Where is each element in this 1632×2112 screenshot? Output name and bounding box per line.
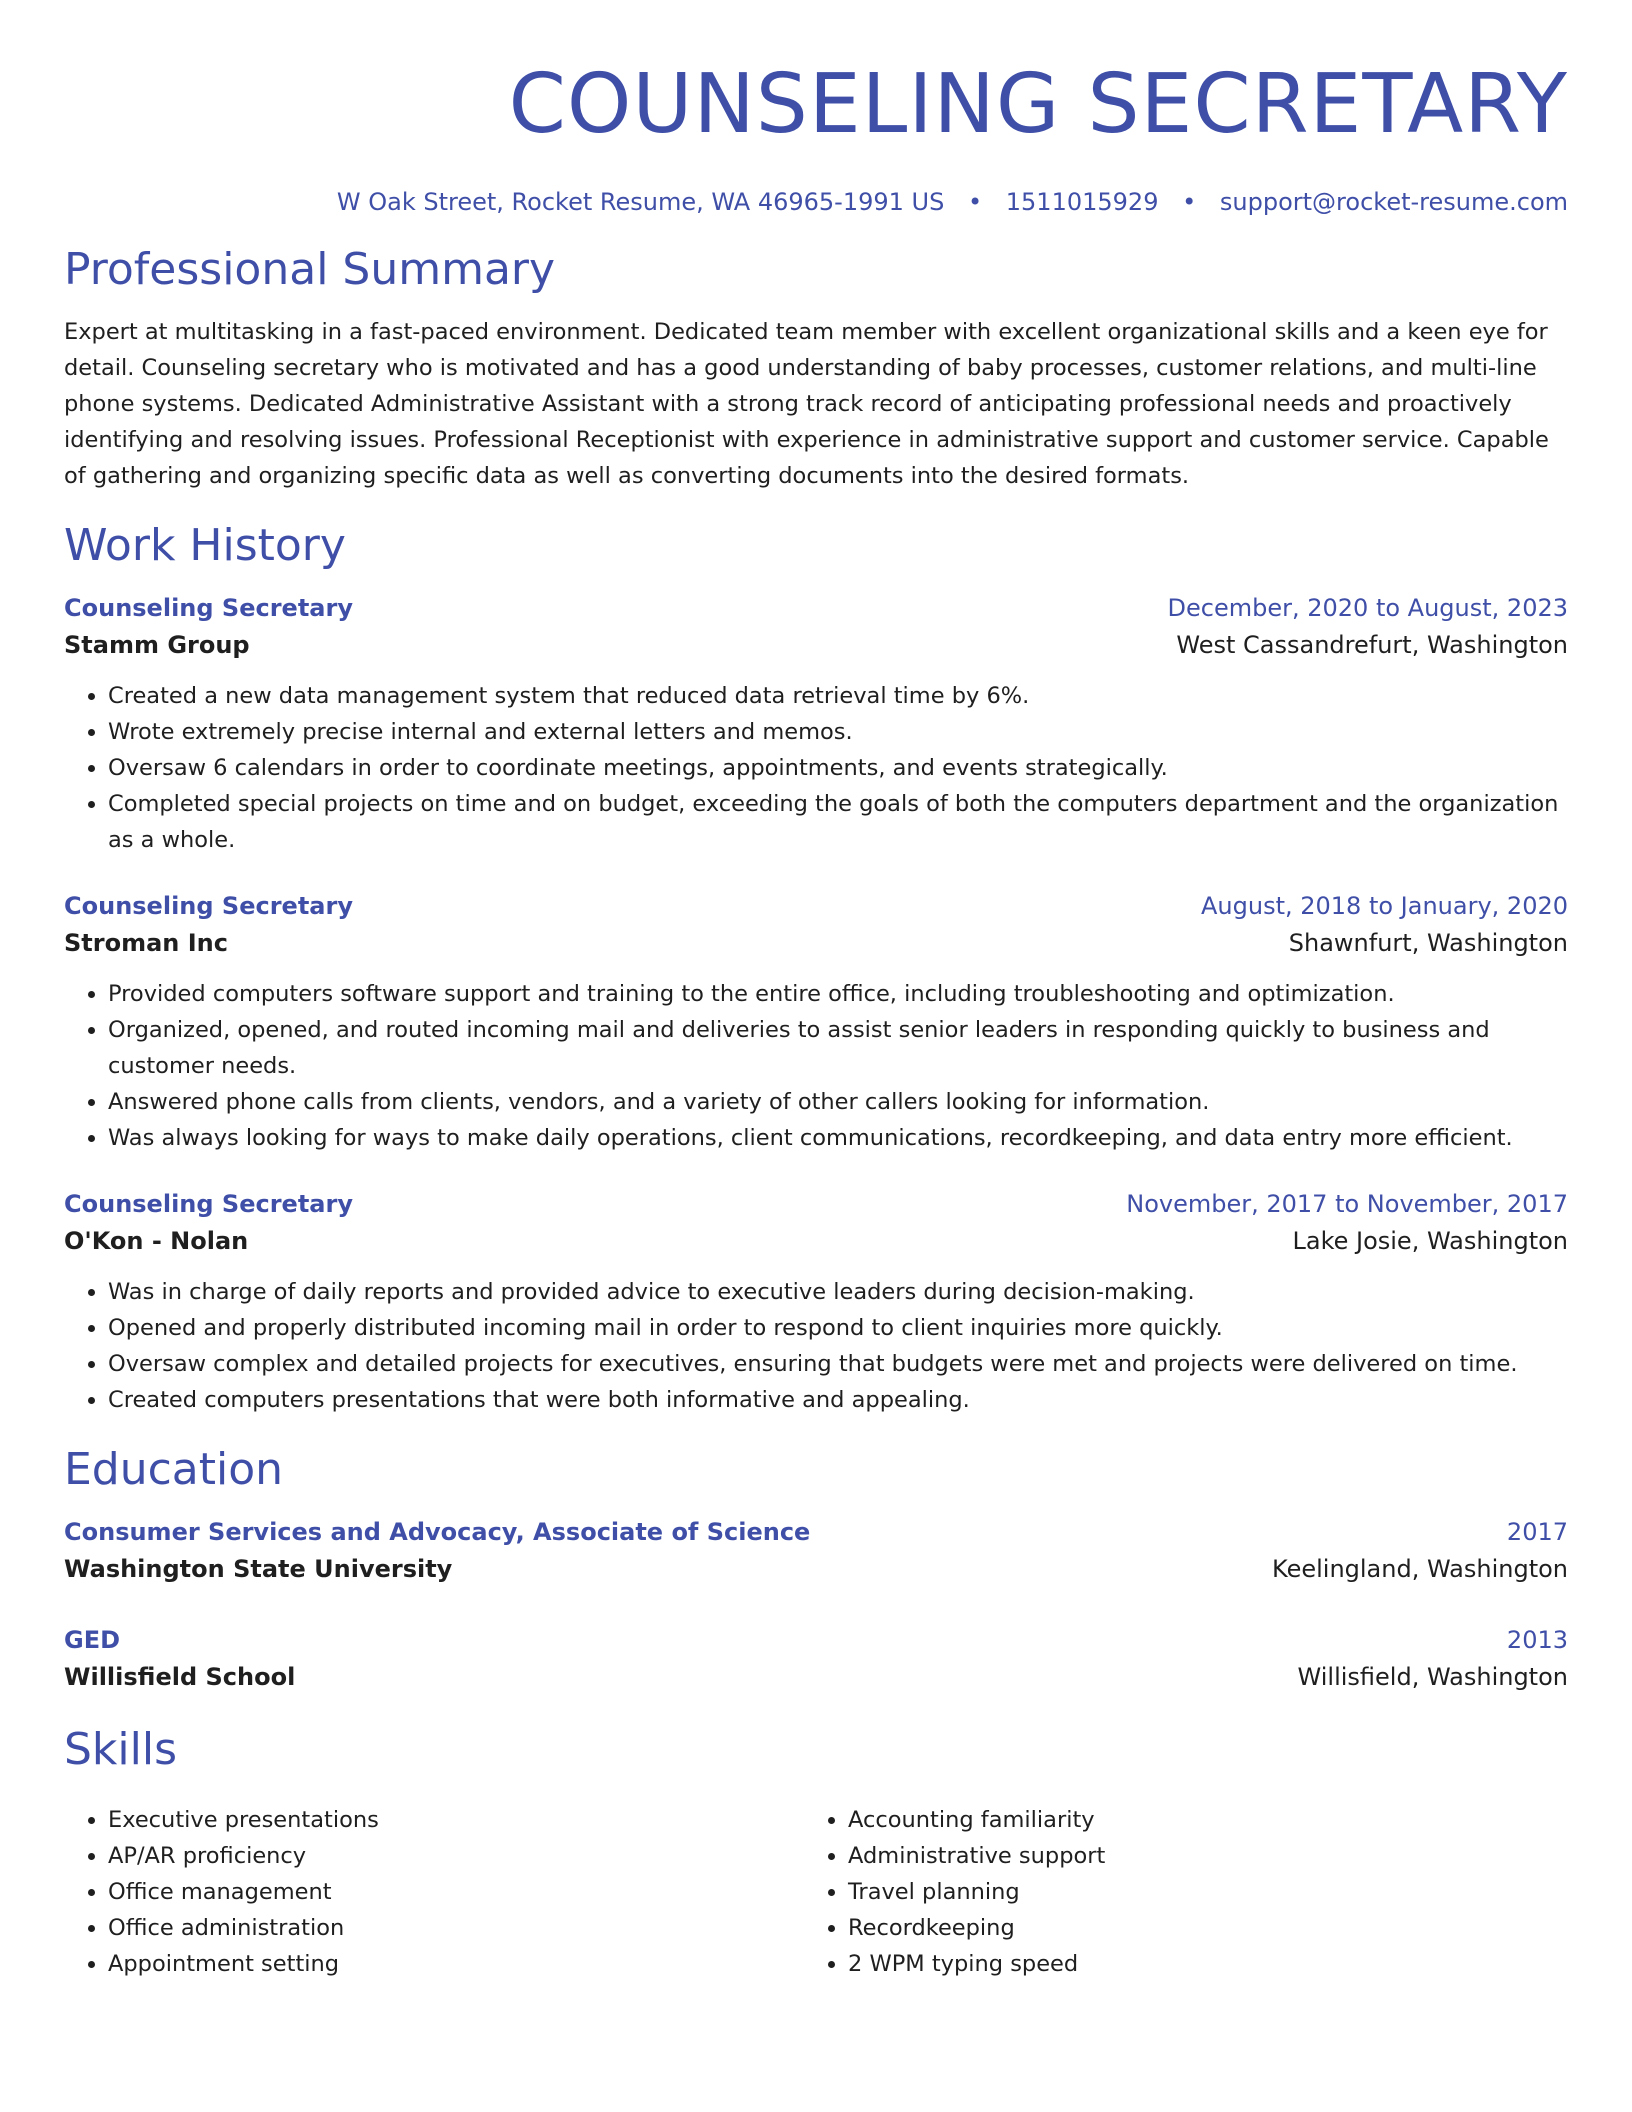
list-item: • Oversaw complex and detailed projects for executives, ensuring that budgets were met and projects were delivered on time. bbox=[108, 1346, 1568, 1382]
list-item: • Created a new data management system that reduced data retrieval time by 6%. bbox=[108, 678, 1568, 714]
skill-item: • Office management bbox=[108, 1874, 804, 1910]
skills-grid bbox=[64, 1802, 1568, 1982]
job-dates: August, 2018 to January, 2020 bbox=[1201, 892, 1568, 920]
section-title-work-history: Work History bbox=[64, 520, 346, 571]
list-item: • Answered phone calls from clients, vendors, and a variety of other callers looking for information. bbox=[108, 1084, 1568, 1120]
summary-section bbox=[64, 242, 1568, 494]
skill-item: • Accounting familiarity bbox=[848, 1802, 1544, 1838]
education-entry bbox=[64, 1622, 1568, 1696]
job-dates: December, 2020 to August, 2023 bbox=[1167, 594, 1568, 622]
job-location: Lake Josie, Washington bbox=[1292, 1227, 1568, 1255]
contact-phone: 1511015929 bbox=[1005, 188, 1159, 216]
contact-separator: • bbox=[967, 188, 983, 216]
job-entry bbox=[64, 1186, 1568, 1418]
job-company: O'Kon - Nolan bbox=[64, 1227, 249, 1255]
skill-item: • Appointment setting bbox=[108, 1946, 804, 1982]
contact-address: W Oak Street, Rocket Resume, WA 46965-1991 US bbox=[336, 188, 945, 216]
education-year: 2013 bbox=[1506, 1626, 1568, 1654]
list-item: • Wrote extremely precise internal and external letters and memos. bbox=[108, 714, 1568, 750]
job-entry bbox=[64, 590, 1568, 858]
job-role: Counseling Secretary bbox=[64, 892, 353, 920]
list-item: • Opened and properly distributed incoming mail in order to respond to client inquiries more quickly. bbox=[108, 1310, 1568, 1346]
skill-item: • 2 WPM typing speed bbox=[848, 1946, 1544, 1982]
job-location: West Cassandrefurt, Washington bbox=[1176, 631, 1568, 659]
job-location: Shawnfurt, Washington bbox=[1288, 929, 1568, 957]
education-entry bbox=[64, 1514, 1568, 1588]
job-role: Counseling Secretary bbox=[64, 594, 353, 622]
skill-item: • Travel planning bbox=[848, 1874, 1544, 1910]
education-school: Willisfield School bbox=[64, 1663, 296, 1691]
education-location: Keelingland, Washington bbox=[1272, 1555, 1568, 1583]
job-entry bbox=[64, 888, 1568, 1156]
section-title-education: Education bbox=[64, 1444, 284, 1495]
skill-item: • Office administration bbox=[108, 1910, 804, 1946]
resume-header bbox=[64, 0, 1568, 220]
skills-column-right bbox=[804, 1802, 1544, 1982]
list-item: • Completed special projects on time and on budget, exceeding the goals of both the computers department and the organization as a whole. bbox=[108, 786, 1568, 858]
contact-separator: • bbox=[1182, 188, 1197, 216]
section-title-summary: Professional Summary bbox=[64, 244, 556, 295]
list-item: • Was in charge of daily reports and provided advice to executive leaders during decision-making. bbox=[108, 1274, 1568, 1310]
job-role: Counseling Secretary bbox=[64, 1190, 353, 1218]
summary-text: Expert at multitasking in a fast-paced environment. Dedicated team member with excellent organizational skills and a keen eye for detail. Counseling secretary who is motivated and has a good understanding of baby processes, customer relations, and multi-line phone systems. Dedicated Administrative Assistant with a strong track record of anticipating professional needs and proactively identifying and resolving issues. Professional Receptionist with experience in administrative support and customer service. Capable of gathering and organizing specific data as well as converting documents into the desired formats. bbox=[64, 319, 1549, 489]
education-degree: Consumer Services and Advocacy, Associate of Science bbox=[64, 1518, 811, 1546]
job-bullets bbox=[64, 678, 1568, 858]
education-location: Willisfield, Washington bbox=[1297, 1663, 1568, 1691]
work-history-section bbox=[64, 518, 1568, 1418]
job-bullets bbox=[64, 976, 1568, 1156]
list-item: • Oversaw 6 calendars in order to coordinate meetings, appointments, and events strategically. bbox=[108, 750, 1568, 786]
job-bullets bbox=[64, 1274, 1568, 1418]
job-company: Stroman Inc bbox=[64, 929, 228, 957]
education-year: 2017 bbox=[1506, 1518, 1568, 1546]
list-item: • Was always looking for ways to make daily operations, client communications, recordkeeping, and data entry more efficient. bbox=[108, 1120, 1568, 1156]
candidate-name: COUNSELING SECRETARY bbox=[508, 57, 1568, 152]
list-item: • Organized, opened, and routed incoming mail and deliveries to assist senior leaders in responding quickly to business and customer needs. bbox=[108, 1012, 1568, 1084]
job-company: Stamm Group bbox=[64, 631, 250, 659]
education-section bbox=[64, 1442, 1568, 1696]
contact-line bbox=[64, 184, 1568, 220]
section-title-skills: Skills bbox=[64, 1724, 178, 1775]
list-item: • Provided computers software support and training to the entire office, including troubleshooting and optimization. bbox=[108, 976, 1568, 1012]
list-item: • Created computers presentations that were both informative and appealing. bbox=[108, 1382, 1568, 1418]
skill-item: • Executive presentations bbox=[108, 1802, 804, 1838]
skills-section bbox=[64, 1722, 1568, 1982]
skill-item: • AP/AR proficiency bbox=[108, 1838, 804, 1874]
skill-item: • Recordkeeping bbox=[848, 1910, 1544, 1946]
education-school: Washington State University bbox=[64, 1555, 453, 1583]
job-dates: November, 2017 to November, 2017 bbox=[1126, 1190, 1568, 1218]
education-degree: GED bbox=[64, 1626, 121, 1654]
skills-column-left bbox=[64, 1802, 804, 1982]
skill-item: • Administrative support bbox=[848, 1838, 1544, 1874]
contact-email: support@rocket-resume.com bbox=[1219, 188, 1568, 216]
